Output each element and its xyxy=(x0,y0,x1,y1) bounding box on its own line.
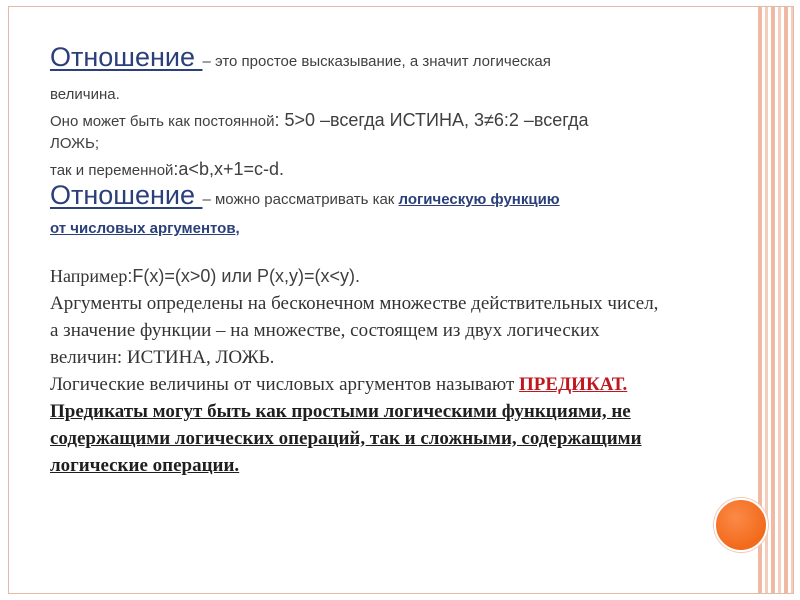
paragraph-variable xyxy=(50,159,284,180)
paragraph-example xyxy=(50,266,360,287)
paragraph-function xyxy=(50,180,560,211)
definition-text: – это простое высказывание, а значит логическая xyxy=(202,53,551,70)
arguments-line2: а значение функции – на множестве, состоящем из двух логических xyxy=(50,320,600,341)
logical-function-link[interactable]: логическую функцию xyxy=(398,191,560,208)
example-prefix: Например xyxy=(50,266,128,286)
example-formula: :F(x)=(x>0) или P(x,y)=(x<y). xyxy=(127,266,361,286)
decorative-stripes xyxy=(755,7,793,593)
heading-relation-1: Отношение xyxy=(50,42,203,72)
paragraph-constant xyxy=(50,110,589,131)
paragraph-predicate xyxy=(50,374,627,396)
paragraph-definition-line1 xyxy=(50,42,551,73)
predicate-prefix: Логические величины от числовых аргументов называют xyxy=(50,374,520,395)
numeric-arguments-link[interactable]: от числовых аргументов, xyxy=(50,220,240,237)
arguments-line1: Аргументы определены на бесконечном множестве действительных чисел, xyxy=(50,293,659,314)
predicate-summary-line3: логические операции. xyxy=(50,455,240,476)
arguments-line3: величин: ИСТИНА, ЛОЖЬ. xyxy=(50,347,275,368)
function-text: – можно рассматривать как xyxy=(202,191,399,208)
definition-line2: величина. xyxy=(50,86,120,103)
variable-expression: :a<b,x+1=c-d. xyxy=(173,159,284,179)
predicate-summary-line2: содержащими логических операций, так и сложными, содержащими xyxy=(50,428,642,449)
predicate-term: ПРЕДИКАТ. xyxy=(519,374,628,395)
constant-expression: : 5>0 –всегда ИСТИНА, 3≠6:2 –всегда xyxy=(274,110,589,130)
decorative-orange-circle xyxy=(714,498,768,552)
predicate-summary-line1: Предикаты могут быть как простыми логическими функциями, не xyxy=(50,401,631,422)
constant-line2: ЛОЖЬ; xyxy=(50,135,100,152)
constant-prefix: Оно может быть как постоянной xyxy=(50,113,275,130)
heading-relation-2: Отношение xyxy=(50,180,203,210)
variable-prefix: так и переменной xyxy=(50,162,174,179)
